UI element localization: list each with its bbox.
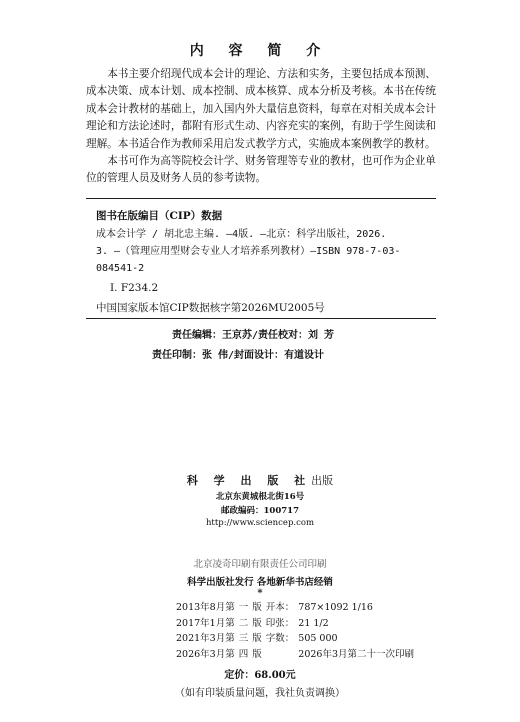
responsibility-editors	[172, 326, 334, 341]
publisher-website: http://www.sciencep.com	[205, 518, 315, 528]
publisher-suffix: 出版	[311, 474, 334, 487]
printer: 北京凌奇印刷有限责任公司印刷	[193, 559, 327, 570]
bottom-divider	[86, 318, 436, 319]
price: 定价：68.00元	[224, 670, 296, 681]
edition-kind: 版	[252, 633, 262, 644]
edition-number: 四	[238, 648, 249, 660]
printing-name: 张 伟	[202, 350, 229, 361]
intro-paragraph: 本书主要介绍现代成本会计的理论、方法和实务，主要包括成本预测、成本决策、成本计划、成本控制、成本核算、成本分析及考核。本书在传统成本会计教材的基础上，加入国内外大量信息资料，每章在对相关成本会计理论和方法论述时，都附有形式生动、内容充实的案例，有助于学生阅读和理解。本书适合作为教师采用启发式教学方式，实施成本案例教学的教材。	[86, 68, 436, 150]
cip-record-line: 3. —（管理应用型财会专业人才培养系列教材）—ISBN 978-7-03-	[96, 246, 401, 257]
edition-date: 2026年3月第	[176, 648, 235, 660]
edition-number: 三	[238, 633, 249, 644]
cip-record	[96, 226, 436, 277]
edition-date: 2013年8月第	[176, 602, 235, 613]
edition-row	[176, 631, 418, 647]
publisher-address: 北京东黄城根北街16号	[215, 492, 305, 502]
spec-value: 21 1/2	[298, 617, 329, 629]
distribution: 科学出版社发行 各地新华书店经销	[187, 577, 333, 588]
edition-date: 2017年1月第	[176, 617, 235, 629]
publisher-logo-text: 科 学 出 版 社	[186, 474, 312, 487]
edition-date: 2021年3月第	[176, 633, 235, 644]
cip-classification: Ⅰ. F234.2	[110, 282, 159, 294]
spec-value: 2026年3月第二十一次印刷	[298, 648, 415, 660]
editor-label: 责任编辑：	[172, 330, 222, 341]
spec-value: 787×1092 1/16	[298, 602, 373, 613]
separator-star: *	[257, 588, 263, 599]
editions-table	[176, 600, 418, 662]
spec-label: 印张：	[265, 617, 295, 629]
edition-kind: 版	[252, 617, 262, 629]
edition-number: 二	[238, 617, 249, 629]
edition-row	[176, 616, 418, 632]
cip-record-line: 成本会计学 / 胡北忠主编. —4版. —北京：科学出版社，2026.	[96, 229, 387, 240]
top-divider	[86, 198, 436, 199]
cover-name: 有道设计	[284, 350, 325, 361]
publisher-name	[0, 472, 520, 488]
proof-name: 刘 芳	[308, 330, 335, 341]
edition-number: 一	[238, 602, 249, 613]
edition-row	[176, 600, 418, 616]
cip-number: 中国国家版本馆CIP数据核字第2026MU2005号	[96, 302, 325, 314]
spec-value: 505 000	[298, 633, 338, 644]
responsibility-production	[152, 346, 324, 361]
cover-label: /封面设计：	[228, 350, 285, 361]
spec-label	[266, 647, 299, 663]
edition-row	[176, 647, 418, 663]
editor-name: 王京苏	[222, 330, 252, 341]
intro-paragraph: 本书可作为高等院校会计学、财务管理等专业的教材，也可作为企业单位的管理人员及财务人员的参考读物。	[86, 155, 436, 185]
cip-record-line: 084541-2	[96, 263, 145, 274]
spec-label: 字数：	[265, 633, 295, 644]
print-label: 责任印制：	[152, 350, 202, 361]
edition-kind: 版	[252, 648, 262, 660]
proof-label: /责任校对：	[252, 330, 309, 341]
spec-label: 开本：	[265, 602, 295, 613]
cip-heading: 图书在版编目（CIP）数据	[96, 210, 223, 222]
quality-note: （如有印装质量问题，我社负责调换）	[175, 688, 345, 699]
intro-section	[86, 66, 436, 188]
page-title: 内 容 简 介	[189, 43, 331, 59]
publisher-postcode: 邮政编码：100717	[221, 506, 299, 516]
edition-kind: 版	[252, 602, 262, 613]
